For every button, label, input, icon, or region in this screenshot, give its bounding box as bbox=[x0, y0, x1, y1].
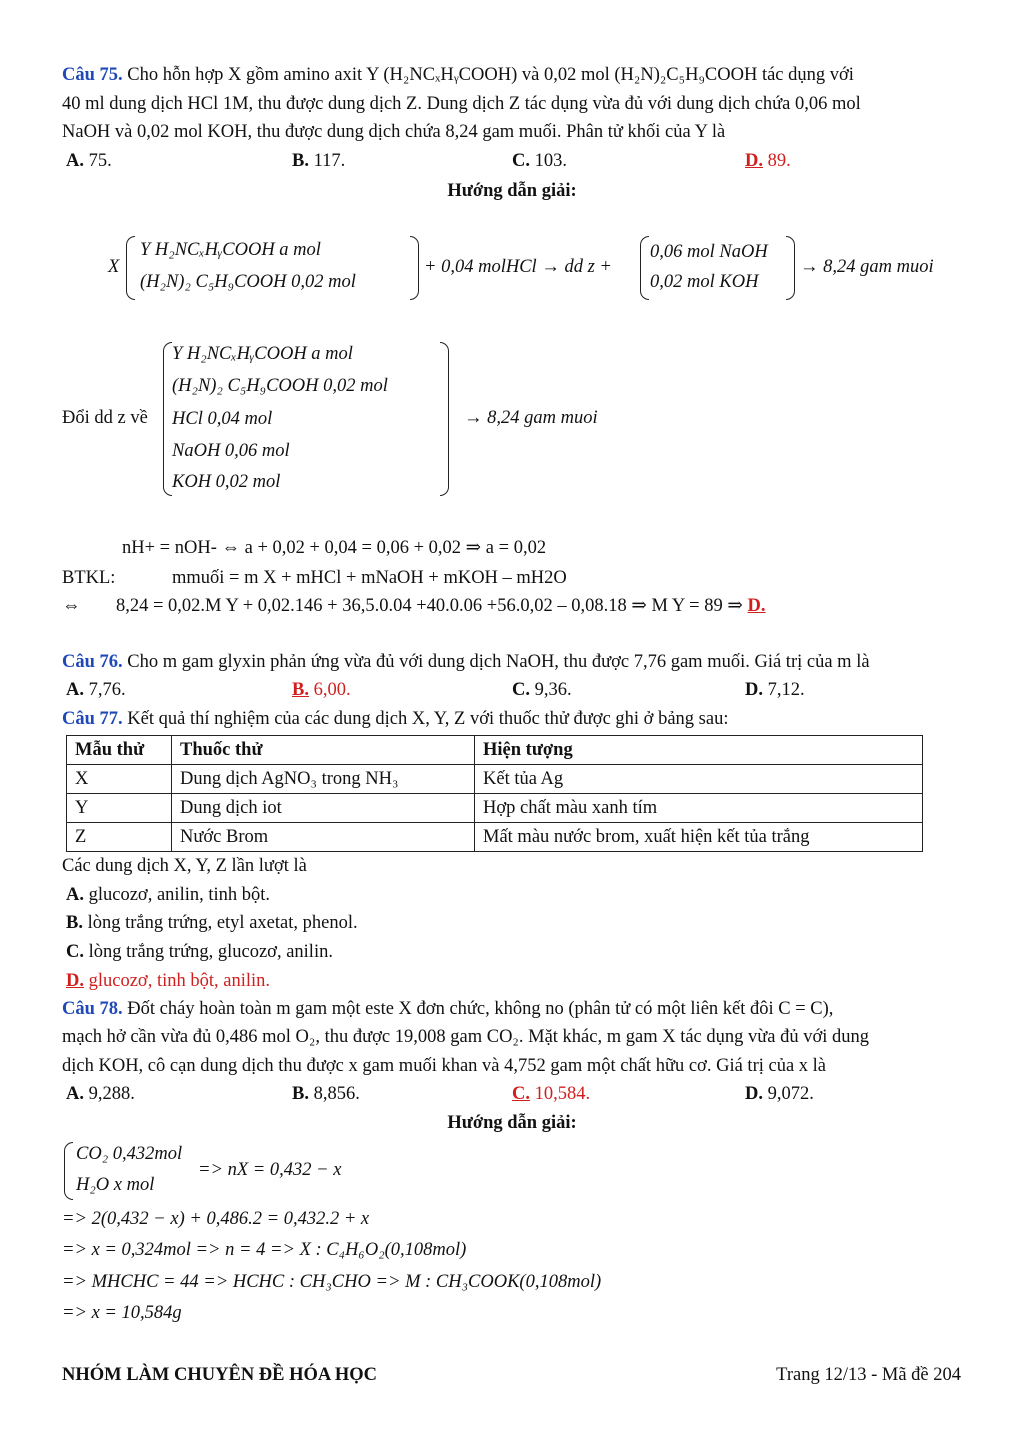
q77-option-d: D. glucozơ, tinh bột, anilin. bbox=[66, 971, 271, 991]
q75-guide-title: Hướng dẫn giải: bbox=[447, 181, 577, 201]
q75-line2: 40 ml dung dịch HCl 1M, thu được dung dịch Z. Dung dịch Z tác dụng vừa đủ với dung dịch chứa 0,06 mol bbox=[62, 94, 861, 114]
q77-results-table bbox=[66, 735, 923, 852]
calc2-answer: D. bbox=[747, 596, 766, 616]
table-header: Thuốc thử bbox=[172, 736, 475, 765]
table-cell: Nước Brom bbox=[172, 823, 475, 852]
q77-line bbox=[62, 707, 728, 731]
table-cell: Z bbox=[67, 823, 172, 852]
eq1-naoh: 0,06 mol NaOH bbox=[650, 242, 768, 262]
q78-label: Câu 78. bbox=[62, 999, 123, 1019]
footer-group-name: NHÓM LÀM CHUYÊN ĐỀ HÓA HỌC bbox=[62, 1365, 378, 1385]
q77-option-b: B. lòng trắng trứng, etyl axetat, phenol. bbox=[66, 913, 358, 933]
table-cell: X bbox=[67, 765, 172, 794]
eq2-left-brace bbox=[163, 342, 172, 496]
table-cell: Hợp chất màu xanh tím bbox=[475, 794, 923, 823]
q77-label: Câu 77. bbox=[62, 709, 123, 729]
q75-option-b: B. 117. bbox=[292, 151, 346, 171]
eq2-prefix: Đổi dd z về bbox=[62, 408, 148, 428]
q78-step4: => x = 10,584g bbox=[62, 1303, 182, 1323]
table-row bbox=[67, 765, 923, 794]
q78-line1 bbox=[62, 997, 833, 1021]
q78-option-b: B. 8,856. bbox=[292, 1084, 360, 1104]
eq2-row2: (H₂N)₂ C₅H₉COOH 0,02 mol bbox=[172, 376, 388, 396]
table-cell: Dung dịch AgNO₃ trong NH₃ bbox=[172, 765, 475, 794]
q77-text: Kết quả thí nghiệm của các dung dịch X, Y, Z với thuốc thử được ghi ở bảng sau: bbox=[127, 709, 729, 729]
q76-line bbox=[62, 650, 870, 674]
q77-option-c: C. lòng trắng trứng, glucozơ, anilin. bbox=[66, 942, 333, 962]
calc2: 8,24 = 0,02.M Y + 0,02.146 + 36,5.0.04 +40.0.06 +56.0,02 – 0,08.18 ⇒ M Y = 89 ⇒ D. bbox=[116, 596, 766, 616]
q78-system-result: => nX = 0,432 − x bbox=[198, 1160, 342, 1180]
footer-page-number: Trang 12/13 - Mã đề 204 bbox=[776, 1365, 961, 1385]
q77-question: Các dung dịch X, Y, Z lần lượt là bbox=[62, 856, 307, 876]
q78-step3: => MHCHC = 44 => HCHC : CH₃CHO => M : CH₃COOK(0,108mol) bbox=[62, 1272, 602, 1292]
table-header-row bbox=[67, 736, 923, 765]
q76-option-d: D. 7,12. bbox=[745, 680, 805, 700]
table-row bbox=[67, 823, 923, 852]
q76-option-b: B. 6,00. bbox=[292, 680, 351, 700]
btkl-formula: mmuối = m X + mHCl + mNaOH + mKOH – mH2O bbox=[172, 568, 567, 588]
table-header: Mẫu thử bbox=[67, 736, 172, 765]
eq2-row4: NaOH 0,06 mol bbox=[172, 441, 290, 461]
q78-guide-title: Hướng dẫn giải: bbox=[447, 1113, 577, 1133]
eq1-right-brace-2 bbox=[786, 236, 795, 300]
eq2-row3: HCl 0,04 mol bbox=[172, 409, 273, 429]
q78-step2: => x = 0,324mol => n = 4 => X : C₄H₆O₂(0,108mol) bbox=[62, 1240, 467, 1260]
calc2-prefix: ⇔ bbox=[62, 596, 81, 616]
table-row bbox=[67, 794, 923, 823]
eq2-row5: KOH 0,02 mol bbox=[172, 472, 281, 492]
q78-text1: Đốt cháy hoàn toàn m gam một este X đơn chức, không no (phân tử có một liên kết đôi C = C), bbox=[127, 999, 834, 1019]
eq1-mid: + 0,04 molHCl → dd z + bbox=[424, 257, 612, 277]
q75-text1: Cho hỗn hợp X gồm amino axit Y (H₂NCₓHᵧCOOH) và 0,02 mol (H₂N)₂C₅H₉COOH tác dụng với bbox=[127, 65, 854, 85]
q78-system-brace bbox=[64, 1142, 73, 1200]
q78-step1: => 2(0,432 − x) + 0,486.2 = 0,432.2 + x bbox=[62, 1209, 370, 1229]
eq1-result: → 8,24 gam muoi bbox=[800, 257, 934, 277]
q76-option-a: A. 7,76. bbox=[66, 680, 126, 700]
table-cell: Dung dịch iot bbox=[172, 794, 475, 823]
q75-option-a: A. 75. bbox=[66, 151, 112, 171]
calc-neutralization: nH+ = nOH- ⇔ a + 0,02 + 0,04 = 0,06 + 0,02 ⇒ a = 0,02 bbox=[122, 538, 547, 558]
q75-label: Câu 75. bbox=[62, 65, 123, 85]
q76-text: Cho m gam glyxin phản ứng vừa đủ với dung dịch NaOH, thu được 7,76 gam muối. Giá trị của m là bbox=[127, 652, 870, 672]
eq1-x: X bbox=[108, 257, 120, 277]
eq1-left-brace-2 bbox=[640, 236, 649, 300]
btkl-label: BTKL: bbox=[62, 568, 116, 588]
q78-option-d: D. 9,072. bbox=[745, 1084, 814, 1104]
q78-option-c: C. 10,584. bbox=[512, 1084, 591, 1104]
q78-system-co2: CO₂ 0,432mol bbox=[76, 1144, 183, 1164]
eq2-result: → 8,24 gam muoi bbox=[464, 408, 598, 428]
q76-option-c: C. 9,36. bbox=[512, 680, 572, 700]
eq1-row2: (H₂N)₂ C₅H₉COOH 0,02 mol bbox=[140, 272, 356, 292]
eq1-koh: 0,02 mol KOH bbox=[650, 272, 759, 292]
eq2-right-brace bbox=[440, 342, 449, 496]
q78-system-h2o: H₂O x mol bbox=[76, 1175, 155, 1195]
q78-option-a: A. 9,288. bbox=[66, 1084, 135, 1104]
q76-label: Câu 76. bbox=[62, 652, 123, 672]
table-cell: Y bbox=[67, 794, 172, 823]
q75-option-d: D. 89. bbox=[745, 151, 791, 171]
table-cell: Mất màu nước brom, xuất hiện kết tủa trắng bbox=[475, 823, 923, 852]
q75-line3: NaOH và 0,02 mol KOH, thu được dung dịch chứa 8,24 gam muối. Phân tử khối của Y là bbox=[62, 122, 726, 142]
eq2-row1: Y H₂NCₓHᵧCOOH a mol bbox=[172, 344, 353, 364]
eq1-right-brace bbox=[410, 236, 419, 300]
eq1-left-brace bbox=[126, 236, 135, 300]
q78-line2: mạch hở cần vừa đủ 0,486 mol O₂, thu được 19,008 gam CO₂. Mặt khác, m gam X tác dụng vừa đủ với dung bbox=[62, 1027, 870, 1047]
q75-option-c: C. 103. bbox=[512, 151, 567, 171]
q78-line3: dịch KOH, cô cạn dung dịch thu được x gam muối khan và 4,752 gam một chất hữu cơ. Giá trị của x là bbox=[62, 1056, 827, 1076]
q77-option-a: A. glucozơ, anilin, tinh bột. bbox=[66, 885, 271, 905]
table-cell: Kết tủa Ag bbox=[475, 765, 923, 794]
table-header: Hiện tượng bbox=[475, 736, 923, 765]
eq1-row1: Y H₂NCₓHᵧCOOH a mol bbox=[140, 240, 321, 260]
q75-line1 bbox=[62, 63, 854, 87]
